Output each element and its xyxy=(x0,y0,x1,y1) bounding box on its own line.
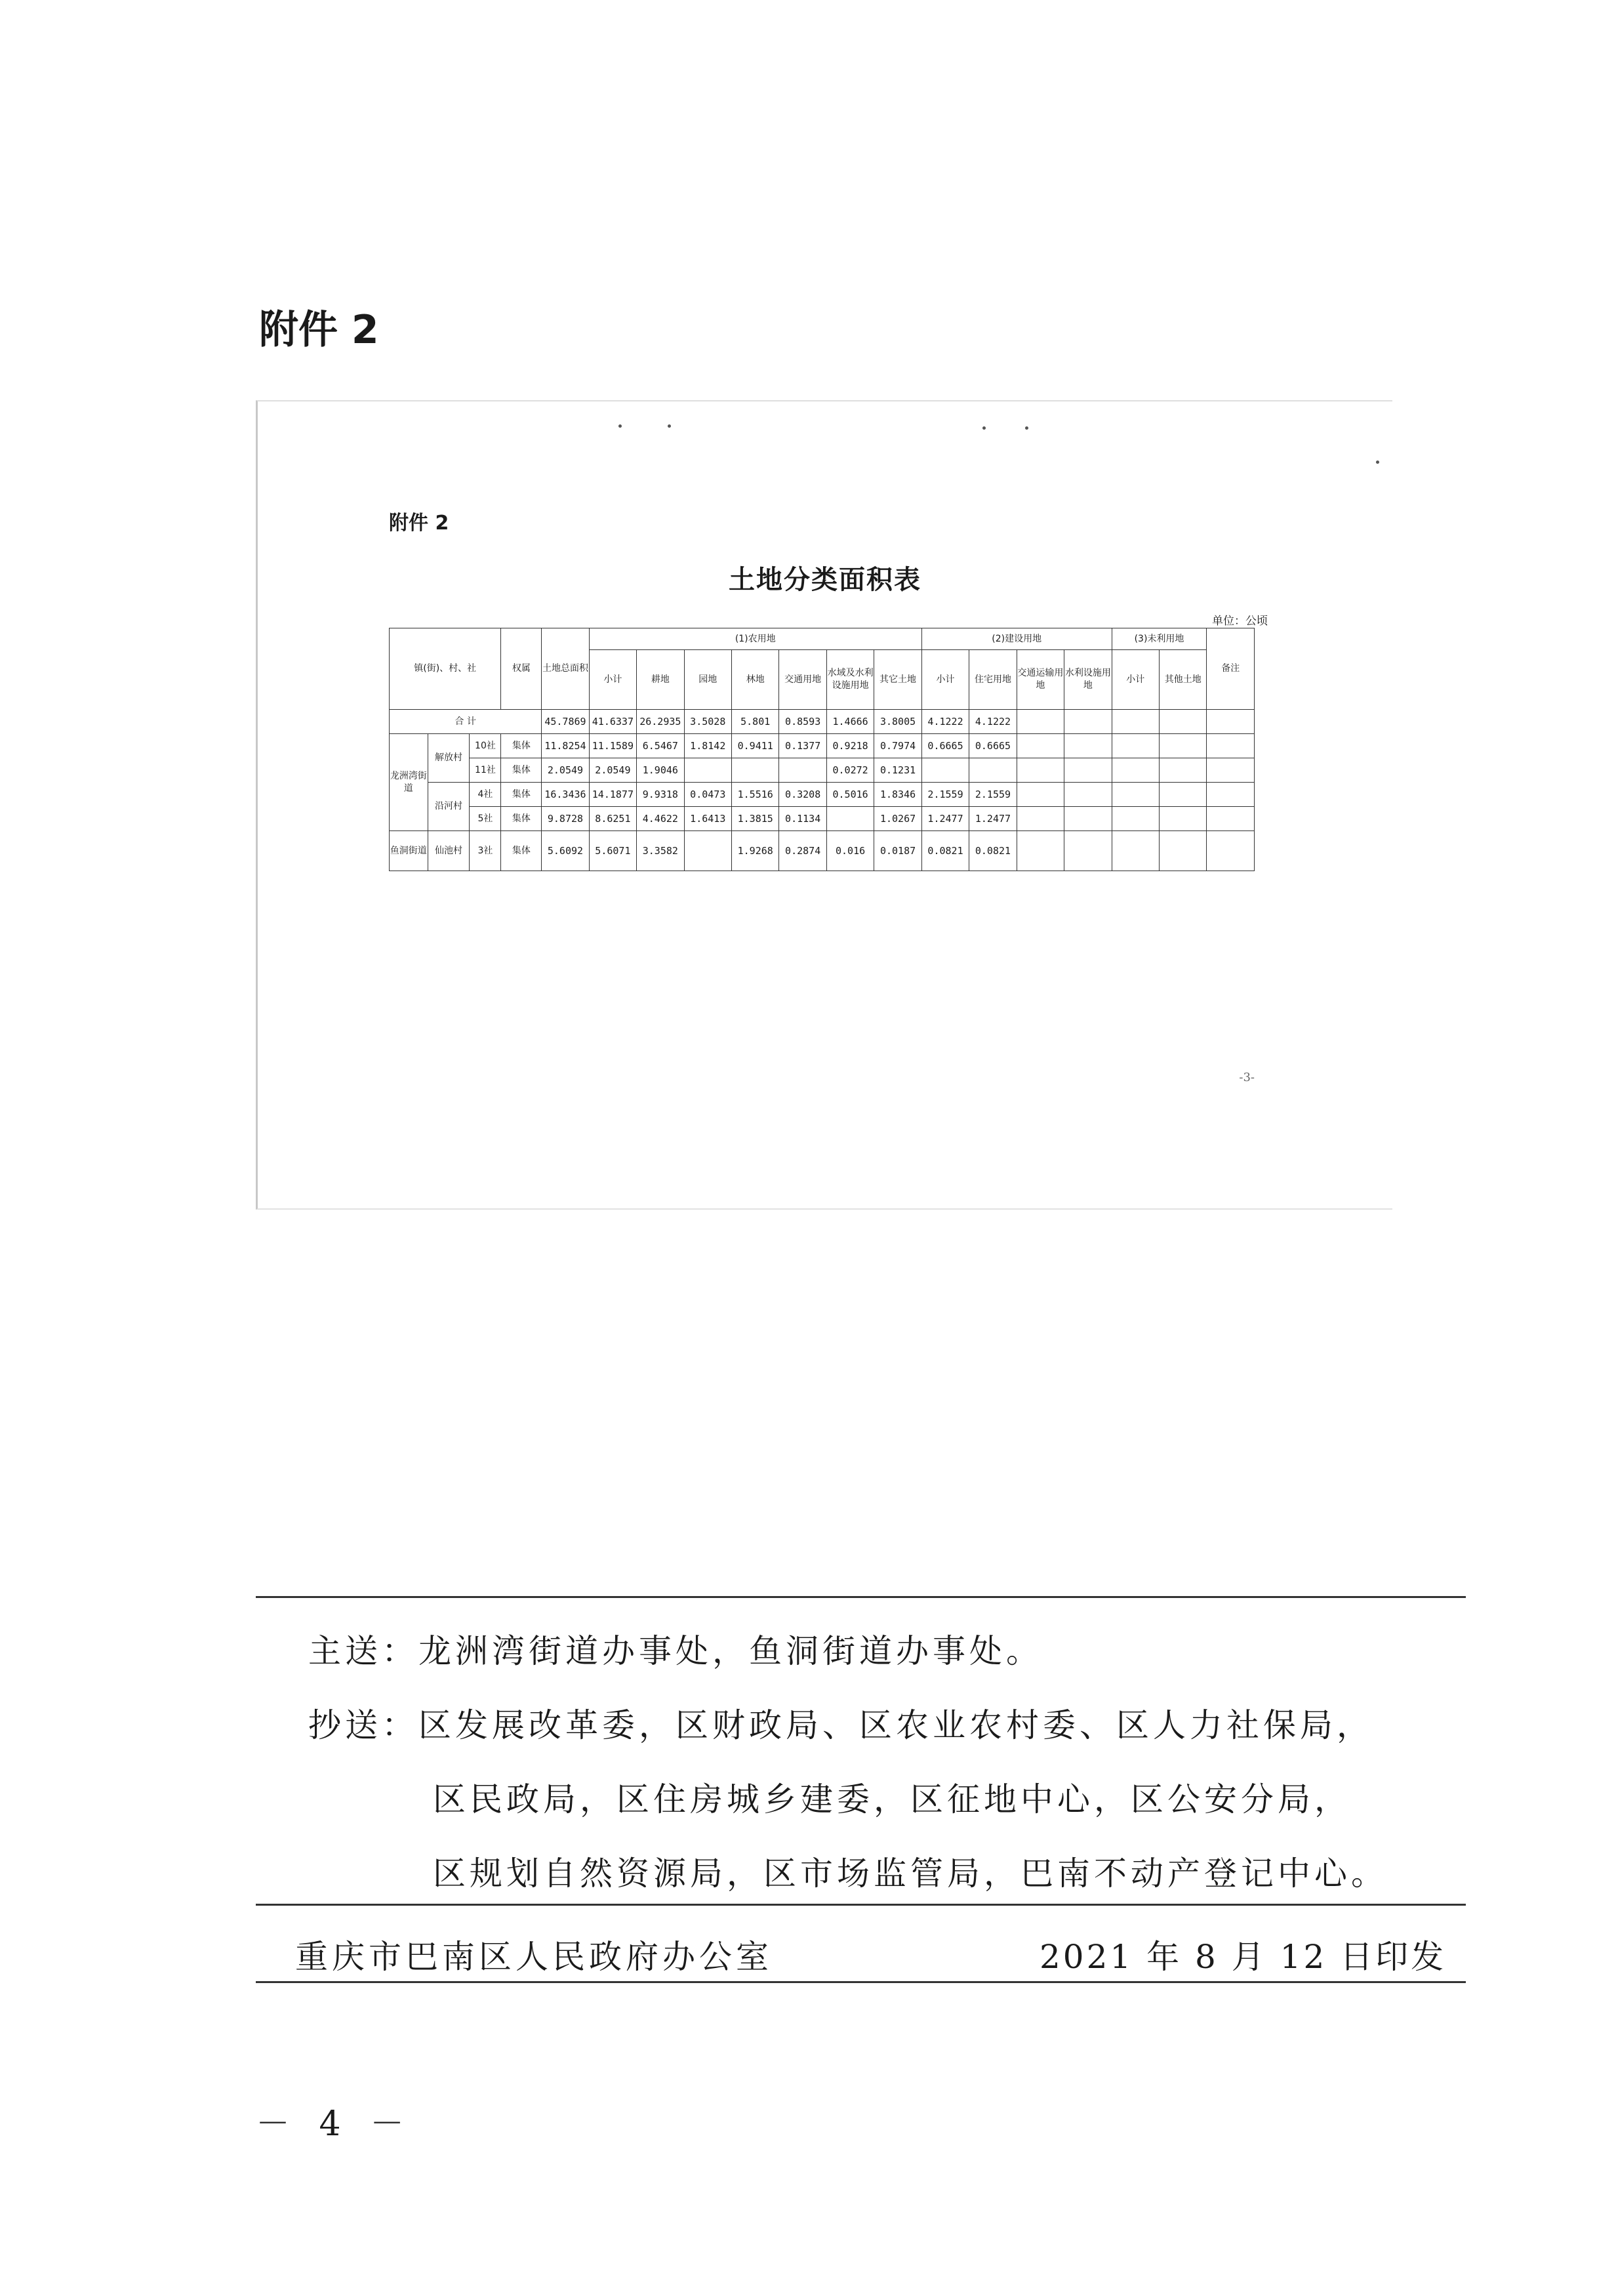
scan-speck xyxy=(1025,426,1028,430)
cell: 2.0549 xyxy=(589,758,636,783)
cc-recipients-3: 区规划自然资源局，区市场监管局，巴南不动产登记中心。 xyxy=(433,1855,1388,1893)
cell: 9.8728 xyxy=(542,807,589,831)
header-forest: 林地 xyxy=(731,650,778,710)
cell: 0.8593 xyxy=(779,710,826,734)
cell: 2.1559 xyxy=(921,783,969,807)
issue-date: 2021 年 8 月 12 日印发 xyxy=(1040,1938,1447,1976)
cell xyxy=(1160,783,1207,807)
cell xyxy=(684,758,731,783)
cell: 0.6665 xyxy=(921,734,969,758)
divider-middle xyxy=(256,1904,1466,1906)
group-name: 4社 xyxy=(470,783,501,807)
cell xyxy=(779,758,826,783)
cell xyxy=(1064,758,1112,783)
cell xyxy=(731,758,778,783)
header-remark: 备注 xyxy=(1207,628,1255,710)
header-transport: 交通用地 xyxy=(779,650,826,710)
cell: 9.9318 xyxy=(637,783,684,807)
cell: 1.9268 xyxy=(731,831,778,871)
cell xyxy=(1017,831,1064,871)
cell xyxy=(1017,710,1064,734)
scan-speck xyxy=(618,424,622,428)
village-name: 仙池村 xyxy=(428,831,470,871)
cell: 1.6413 xyxy=(684,807,731,831)
cell xyxy=(1064,783,1112,807)
table-row xyxy=(390,734,1255,758)
cell xyxy=(969,758,1017,783)
cell xyxy=(1207,758,1255,783)
cell xyxy=(826,807,874,831)
header-group-unused: (3)未利用地 xyxy=(1112,628,1207,650)
cc-label: 抄送： xyxy=(308,1706,418,1744)
table-row xyxy=(390,783,1255,807)
header-water-facility: 水利设施用地 xyxy=(1064,650,1112,710)
group-name: 3社 xyxy=(470,831,501,871)
cell: 11.1589 xyxy=(589,734,636,758)
main-to-label: 主送： xyxy=(308,1632,418,1670)
group-name: 11社 xyxy=(470,758,501,783)
street-name: 鱼洞街道 xyxy=(390,831,428,871)
cell xyxy=(1207,831,1255,871)
header-agri-subtotal: 小计 xyxy=(589,650,636,710)
cell xyxy=(1207,783,1255,807)
ownership: 集体 xyxy=(501,831,542,871)
cell: 0.0272 xyxy=(826,758,874,783)
cell xyxy=(1017,807,1064,831)
header-construction-subtotal: 小计 xyxy=(921,650,969,710)
scan-speck xyxy=(668,424,671,428)
cell: 1.0267 xyxy=(874,807,922,831)
cc-line-1 xyxy=(308,1699,1373,1746)
header-other-land: 其它土地 xyxy=(874,650,922,710)
cell xyxy=(1160,758,1207,783)
header-unused-subtotal: 小计 xyxy=(1112,650,1159,710)
cell xyxy=(1207,710,1255,734)
divider-top xyxy=(256,1596,1466,1598)
village-name: 解放村 xyxy=(428,734,470,783)
land-classification-table xyxy=(389,628,1255,871)
embedded-attachment-label: 附件 2 xyxy=(389,512,449,535)
cell: 26.2935 xyxy=(637,710,684,734)
embedded-page-number: -3- xyxy=(1239,1071,1255,1084)
cell: 0.1231 xyxy=(874,758,922,783)
header-residential: 住宅用地 xyxy=(969,650,1017,710)
cell: 0.5016 xyxy=(826,783,874,807)
scan-speck xyxy=(982,426,986,430)
cell: 0.2874 xyxy=(779,831,826,871)
ownership: 集体 xyxy=(501,758,542,783)
header-cultivated: 耕地 xyxy=(637,650,684,710)
attachment-heading: 附件 2 xyxy=(259,307,379,353)
cell: 3.3582 xyxy=(637,831,684,871)
cell: 0.0473 xyxy=(684,783,731,807)
cell: 1.8142 xyxy=(684,734,731,758)
header-group-construction: (2)建设用地 xyxy=(921,628,1112,650)
cell xyxy=(1064,807,1112,831)
cell: 0.0821 xyxy=(921,831,969,871)
cell: 2.0549 xyxy=(542,758,589,783)
ownership: 集体 xyxy=(501,783,542,807)
cell xyxy=(1207,807,1255,831)
cell: 0.9218 xyxy=(826,734,874,758)
cell: 14.1877 xyxy=(589,783,636,807)
header-unused-other: 其他土地 xyxy=(1160,650,1207,710)
main-to-recipients: 龙洲湾街道办事处，鱼洞街道办事处。 xyxy=(418,1632,1043,1670)
cell xyxy=(1064,831,1112,871)
cell: 2.1559 xyxy=(969,783,1017,807)
cell: 5.6071 xyxy=(589,831,636,871)
cell xyxy=(921,758,969,783)
header-location: 镇(街)、村、社 xyxy=(390,628,501,710)
cell: 4.1222 xyxy=(969,710,1017,734)
cell xyxy=(1160,831,1207,871)
cell: 1.9046 xyxy=(637,758,684,783)
cell: 4.1222 xyxy=(921,710,969,734)
cell: 1.5516 xyxy=(731,783,778,807)
cell: 8.6251 xyxy=(589,807,636,831)
ownership: 集体 xyxy=(501,807,542,831)
header-water: 水域及水利设施用地 xyxy=(826,650,874,710)
group-name: 5社 xyxy=(470,807,501,831)
cell: 1.2477 xyxy=(921,807,969,831)
cell: 6.5467 xyxy=(637,734,684,758)
cell xyxy=(1112,710,1159,734)
embedded-scanned-page xyxy=(256,400,1392,1210)
cell: 3.8005 xyxy=(874,710,922,734)
scan-speck xyxy=(1376,461,1379,464)
cell: 1.8346 xyxy=(874,783,922,807)
header-garden: 园地 xyxy=(684,650,731,710)
issuing-office: 重庆市巴南区人民政府办公室 xyxy=(295,1938,773,1976)
cell xyxy=(1160,734,1207,758)
cell: 0.9411 xyxy=(731,734,778,758)
cell: 0.1134 xyxy=(779,807,826,831)
table-row xyxy=(390,831,1255,871)
cell: 3.5028 xyxy=(684,710,731,734)
cell: 0.0187 xyxy=(874,831,922,871)
cell: 0.3208 xyxy=(779,783,826,807)
table-row-total xyxy=(390,710,1255,734)
header-total-area: 土地总面积 xyxy=(542,628,589,710)
cell xyxy=(1112,783,1159,807)
cell xyxy=(1207,734,1255,758)
cell: 41.6337 xyxy=(589,710,636,734)
cell: 1.4666 xyxy=(826,710,874,734)
street-name: 龙洲湾街道 xyxy=(390,734,428,831)
cell xyxy=(1160,807,1207,831)
cell xyxy=(1017,734,1064,758)
cell xyxy=(1064,710,1112,734)
cell: 16.3436 xyxy=(542,783,589,807)
cell: 5.6092 xyxy=(542,831,589,871)
cell xyxy=(1160,710,1207,734)
cell xyxy=(1017,758,1064,783)
table-row xyxy=(390,807,1255,831)
cell: 0.6665 xyxy=(969,734,1017,758)
divider-bottom xyxy=(256,1981,1466,1983)
cell xyxy=(1112,734,1159,758)
ownership: 集体 xyxy=(501,734,542,758)
table-row xyxy=(390,758,1255,783)
cell xyxy=(1112,807,1159,831)
cell xyxy=(684,831,731,871)
cell: 45.7869 xyxy=(542,710,589,734)
total-label: 合 计 xyxy=(390,710,542,734)
cell: 0.016 xyxy=(826,831,874,871)
unit-note: 单位：公顷 xyxy=(1212,615,1268,628)
main-to-line xyxy=(308,1625,1043,1672)
page-number: － 4 － xyxy=(256,2104,414,2144)
header-group-agri: (1)农用地 xyxy=(589,628,921,650)
cell: 1.3815 xyxy=(731,807,778,831)
cell: 0.1377 xyxy=(779,734,826,758)
cell: 11.8254 xyxy=(542,734,589,758)
cell: 0.7974 xyxy=(874,734,922,758)
cell: 1.2477 xyxy=(969,807,1017,831)
cell xyxy=(1064,734,1112,758)
cell: 4.4622 xyxy=(637,807,684,831)
header-ownership: 权属 xyxy=(501,628,542,710)
cell xyxy=(1112,831,1159,871)
cell xyxy=(1017,783,1064,807)
village-name: 沿河村 xyxy=(428,783,470,831)
cell xyxy=(1112,758,1159,783)
cell: 0.0821 xyxy=(969,831,1017,871)
table-title: 土地分类面积表 xyxy=(729,565,921,595)
header-transport-use: 交通运输用地 xyxy=(1017,650,1064,710)
cell: 5.801 xyxy=(731,710,778,734)
group-name: 10社 xyxy=(470,734,501,758)
cc-recipients-1: 区发展改革委，区财政局、区农业农村委、区人力社保局， xyxy=(418,1706,1373,1744)
cc-recipients-2: 区民政局，区住房城乡建委，区征地中心，区公安分局， xyxy=(433,1780,1351,1818)
